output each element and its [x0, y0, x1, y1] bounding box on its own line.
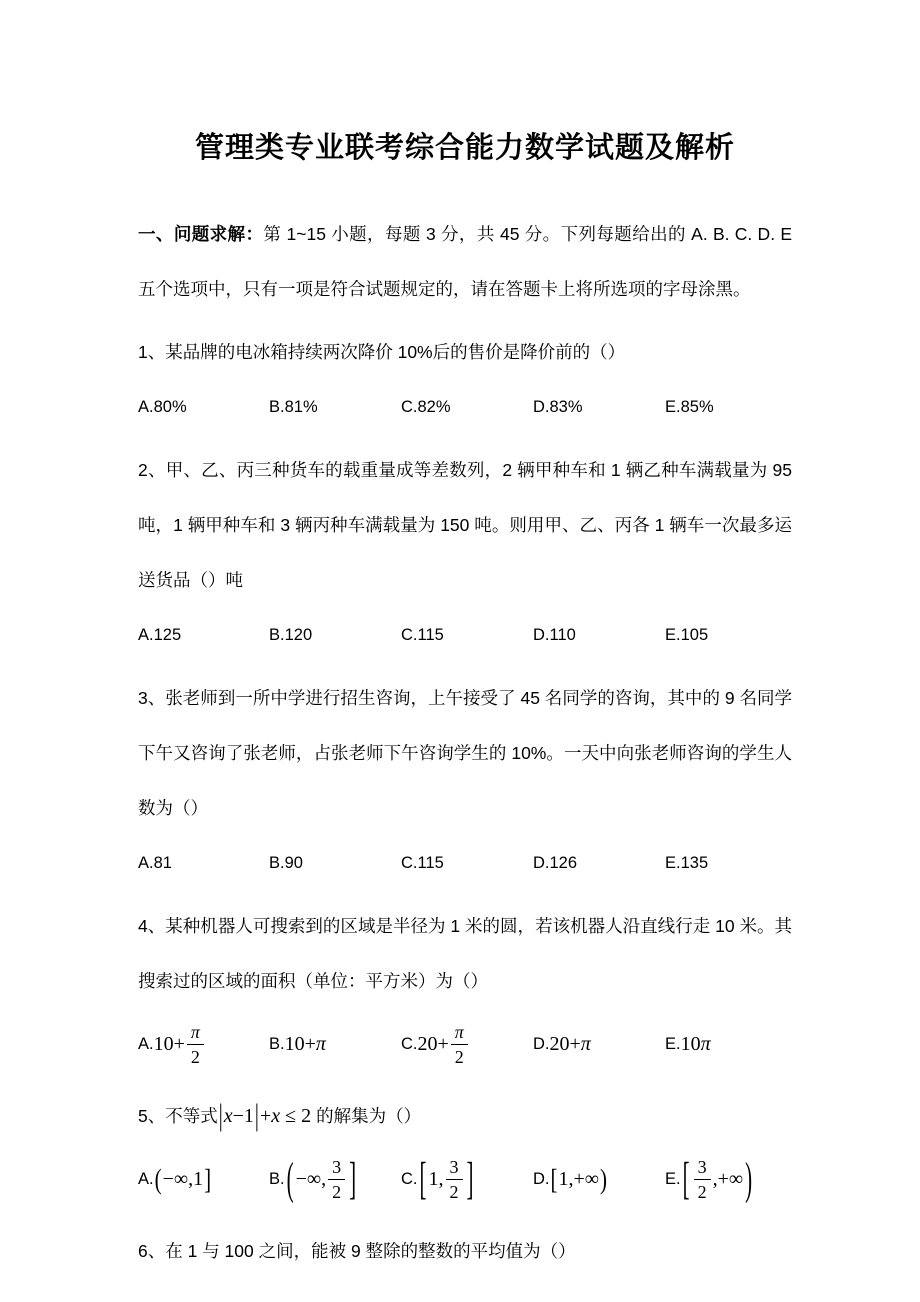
- option-value: 126: [549, 853, 578, 872]
- question: [138, 1224, 792, 1279]
- option-label: D.: [533, 1035, 550, 1054]
- math-run: x: [271, 1104, 281, 1127]
- question-number: 1、: [138, 341, 166, 362]
- question: [138, 899, 792, 1081]
- option-label: E.: [665, 625, 681, 644]
- math-run: 20+: [417, 1033, 449, 1056]
- section-instructions-text: 第 1~15 小题，每题 3 分，共 45 分。下列每题给出的 A. B. C. D. E 五个选项中，只有一项是符合试题规定的，请在答题卡上将所选项的字母涂黑。: [138, 223, 793, 299]
- question-options: [138, 1144, 792, 1216]
- option-label: E.: [665, 1170, 681, 1189]
- questions: [138, 325, 792, 1279]
- option-value: 105: [680, 625, 709, 644]
- option-value: 135: [680, 853, 709, 872]
- bracket-glyph: [: [550, 1162, 558, 1196]
- option: [401, 1009, 470, 1081]
- text-run: 不等式: [165, 1105, 218, 1126]
- bracket-glyph: [: [419, 1152, 427, 1205]
- text-run: 某品牌的电冰箱持续两次降价 10%后的售价是降价前的（）: [165, 341, 626, 362]
- text-run: 甲、乙、丙三种货车的载重量成等差数列，2 辆甲种车和 1 辆乙种车满载量为 95 吨，1 辆甲种车和 3 辆丙种车满载量为 150 吨。则用甲、乙、丙各 1 辆车一次最多运送货品（）吨: [138, 459, 792, 590]
- option: [269, 380, 318, 435]
- option-label: E.: [665, 1035, 681, 1054]
- fraction: $\frac{3}{2}$: [328, 1158, 345, 1201]
- option-label: C.: [401, 625, 418, 644]
- text-run: 的解集为（）: [316, 1105, 422, 1126]
- option: [138, 836, 172, 891]
- option: [269, 1144, 358, 1216]
- bracket-glyph: ): [600, 1162, 608, 1196]
- option-label: B.: [269, 853, 285, 872]
- option-label: C.: [401, 853, 418, 872]
- option-label: A.: [138, 397, 154, 416]
- option-value: 115: [417, 625, 444, 644]
- question-number: 5、: [138, 1105, 166, 1126]
- bracket-glyph: (: [154, 1162, 162, 1196]
- option: [269, 1009, 326, 1081]
- option-label: A.: [138, 1170, 154, 1189]
- question-options: [138, 836, 792, 891]
- option-label: D.: [533, 853, 550, 872]
- question-number: 2、: [138, 459, 166, 480]
- math-run: 20+: [549, 1033, 581, 1056]
- option-label: D.: [533, 397, 550, 416]
- option-label: D.: [533, 1170, 550, 1189]
- fraction: $\frac{3}{2}$: [694, 1158, 711, 1201]
- section-heading: 一、问题求解：: [138, 223, 264, 244]
- option: [401, 1144, 476, 1216]
- question-number: 4、: [138, 915, 166, 936]
- option: [401, 380, 451, 435]
- math-run: 10+: [153, 1033, 185, 1056]
- option: [533, 380, 583, 435]
- math-run: π: [700, 1033, 711, 1056]
- bracket-glyph: ]: [204, 1162, 212, 1196]
- option-label: C.: [401, 1035, 418, 1054]
- question-stem: [138, 443, 792, 608]
- bracket-glyph: ]: [349, 1152, 357, 1205]
- option-label: B.: [269, 397, 285, 416]
- fraction: $\frac{3}{2}$: [446, 1158, 463, 1201]
- option: [138, 1009, 206, 1081]
- math-run: +: [259, 1104, 272, 1127]
- option-label: E.: [665, 397, 681, 416]
- option-label: E.: [665, 853, 681, 872]
- option-label: B.: [269, 1170, 285, 1189]
- option: [665, 608, 708, 663]
- question: [138, 671, 792, 891]
- question-options: [138, 380, 792, 435]
- option: [665, 1144, 754, 1216]
- question: [138, 443, 792, 663]
- math-run: 10+: [284, 1033, 316, 1056]
- fraction: $\frac{\pi}{2}$: [187, 1023, 204, 1066]
- math-run: 1,: [428, 1168, 444, 1191]
- math-run: 1,+∞: [558, 1168, 600, 1191]
- option: [533, 1144, 608, 1216]
- option-value: 120: [284, 625, 313, 644]
- option-value: 125: [153, 625, 182, 644]
- option-value: 81: [153, 853, 172, 872]
- option: [401, 836, 444, 891]
- option-label: B.: [269, 625, 285, 644]
- question-options: [138, 608, 792, 663]
- math-run: −1: [232, 1104, 254, 1127]
- question-number: 3、: [138, 687, 166, 708]
- question-stem: [138, 325, 792, 380]
- bracket-glyph: [: [682, 1152, 690, 1205]
- option-label: A.: [138, 1035, 154, 1054]
- option-value: 90: [284, 853, 303, 872]
- section-instructions: [138, 207, 792, 317]
- option-value: 80%: [153, 397, 187, 416]
- math-run: ,+∞: [712, 1168, 744, 1191]
- option-label: C.: [401, 1170, 418, 1189]
- option-label: D.: [533, 625, 550, 644]
- question: [138, 1089, 792, 1216]
- option-value: 110: [549, 625, 576, 644]
- option-label: B.: [269, 1035, 285, 1054]
- option: [138, 608, 181, 663]
- option-value: 115: [417, 853, 444, 872]
- math-run: 10: [680, 1033, 701, 1056]
- option: [138, 380, 187, 435]
- option: [665, 1009, 711, 1081]
- question-stem: [138, 899, 792, 1009]
- document-content: [138, 128, 792, 1279]
- option-value: 83%: [549, 397, 583, 416]
- option: [269, 836, 303, 891]
- math-run: π: [580, 1033, 591, 1056]
- option: [401, 608, 444, 663]
- bracket-glyph: ): [745, 1152, 753, 1205]
- text-run: 张老师到一所中学进行招生咨询，上午接受了 45 名同学的咨询，其中的 9 名同学下午又咨询了张老师，占张老师下午咨询学生的 10%。一天中向张老师咨询的学生人数为（）: [138, 687, 792, 818]
- question-stem: [138, 1224, 792, 1279]
- option: [269, 608, 312, 663]
- bracket-glyph: (: [286, 1152, 294, 1205]
- question-stem: [138, 1089, 792, 1144]
- option: [533, 836, 577, 891]
- option-value: 85%: [680, 397, 714, 416]
- page-title: 管理类专业联考综合能力数学试题及解析: [194, 132, 735, 164]
- option: [533, 608, 576, 663]
- option: [665, 836, 708, 891]
- question-number: 6、: [138, 1240, 166, 1261]
- option-label: A.: [138, 625, 154, 644]
- fraction: $\frac{\pi}{2}$: [451, 1023, 468, 1066]
- math-run: π: [315, 1033, 326, 1056]
- math-run: −∞,: [295, 1168, 327, 1191]
- option: [533, 1009, 591, 1081]
- text-run: 某种机器人可搜索到的区域是半径为 1 米的圆，若该机器人沿直线行走 10 米。其搜索过的区域的面积（单位：平方米）为（）: [138, 915, 792, 991]
- question-options: [138, 1009, 792, 1081]
- math-run: −∞,1: [162, 1168, 204, 1191]
- option: [665, 380, 714, 435]
- option: [138, 1144, 212, 1216]
- option-label: C.: [401, 397, 418, 416]
- math-run: x: [223, 1104, 233, 1127]
- question-stem: [138, 671, 792, 836]
- option-label: A.: [138, 853, 154, 872]
- abs-bar-glyph: |: [254, 1098, 259, 1133]
- math-run: ≤ 2: [280, 1104, 317, 1127]
- question: [138, 325, 792, 435]
- text-run: 在 1 与 100 之间，能被 9 整除的整数的平均值为（）: [165, 1240, 576, 1261]
- bracket-glyph: ]: [466, 1152, 474, 1205]
- abs-bar-glyph: |: [218, 1098, 223, 1133]
- option-value: 82%: [417, 397, 451, 416]
- option-value: 81%: [284, 397, 318, 416]
